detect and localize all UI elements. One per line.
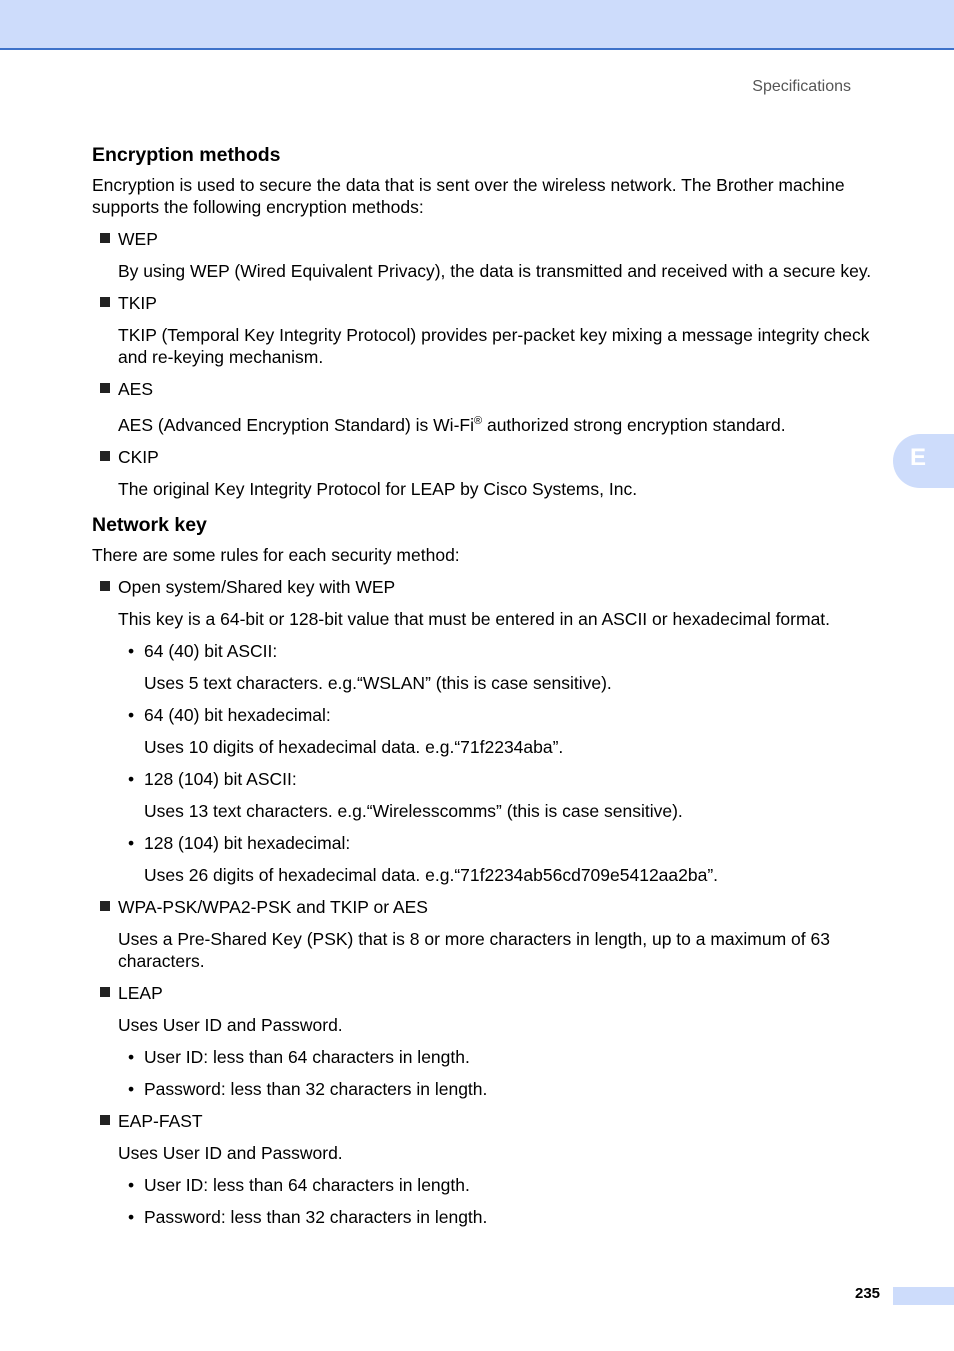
sub-item [92,832,887,854]
list-item-ckip [92,446,887,468]
dot-bullet-icon: • [128,1047,135,1067]
item-label: CKIP [118,447,159,467]
sub-item [92,1206,887,1228]
item-label: WPA-PSK/WPA2-PSK and TKIP or AES [118,897,428,917]
sub-item-label: User ID: less than 64 characters in length. [144,1047,470,1067]
square-bullet-icon [100,1115,110,1125]
item-desc-ckip: The original Key Integrity Protocol for LEAP by Cisco Systems, Inc. [118,479,638,499]
sub-item-label: User ID: less than 64 characters in length. [144,1175,470,1195]
item-desc-tkip: TKIP (Temporal Key Integrity Protocol) provides per-packet key mixing a message integrity check and re-keying mechanism. [118,325,870,367]
sub-item [92,768,887,790]
dot-bullet-icon: • [128,1079,135,1099]
item-desc-aes [92,414,887,436]
sub-item-desc: Uses 26 digits of hexadecimal data. e.g.“71f2234ab56cd709e5412aa2ba”. [144,865,719,885]
dot-bullet-icon: • [128,1207,135,1227]
dot-bullet-icon: • [128,833,135,853]
section-title-encryption: Encryption methods [92,144,281,166]
list-item-wep [92,228,887,250]
item-label: WEP [118,229,158,249]
sub-item-label: 128 (104) bit hexadecimal: [144,833,351,853]
sub-item-desc: Uses 10 digits of hexadecimal data. e.g.“71f2234aba”. [144,737,564,757]
square-bullet-icon [100,451,110,461]
network-key-intro: There are some rules for each security method: [92,545,460,565]
square-bullet-icon [100,901,110,911]
item-desc-open-system: This key is a 64-bit or 128-bit value that must be entered in an ASCII or hexadecimal format. [118,609,831,629]
list-item-leap [92,982,887,1004]
sub-item-label: Password: less than 32 characters in length. [144,1079,488,1099]
sub-item-desc: Uses 13 text characters. e.g.“Wirelesscomms” (this is case sensitive). [144,801,683,821]
sub-item-desc: Uses 5 text characters. e.g.“WSLAN” (this is case sensitive). [144,673,612,693]
item-desc-wep: By using WEP (Wired Equivalent Privacy), the data is transmitted and received with a secure key. [118,261,872,281]
sub-item [92,704,887,726]
running-head: Specifications [752,78,851,95]
square-bullet-icon [100,987,110,997]
encryption-intro: Encryption is used to secure the data that is sent over the wireless network. The Brother machine supports the following encryption methods: [92,175,845,217]
sub-item [92,1078,887,1100]
list-item-aes [92,378,887,400]
dot-bullet-icon: • [128,705,135,725]
aes-desc-start: AES (Advanced Encryption Standard) is Wi-Fi [118,415,474,435]
registered-mark: ® [473,415,483,427]
item-label: LEAP [118,983,163,1003]
dot-bullet-icon: • [128,769,135,789]
square-bullet-icon [100,581,110,591]
item-desc-leap: Uses User ID and Password. [118,1015,343,1035]
sub-item [92,1174,887,1196]
item-label: AES [118,379,154,399]
section-title-network-key: Network key [92,514,207,536]
sub-item-label: 64 (40) bit hexadecimal: [144,705,331,725]
list-item-eap-fast [92,1110,887,1132]
square-bullet-icon [100,297,110,307]
sub-item [92,640,887,662]
item-label: TKIP [118,293,157,313]
square-bullet-icon [100,233,110,243]
sub-item-label: Password: less than 32 characters in length. [144,1207,488,1227]
item-label: EAP-FAST [118,1111,203,1131]
sub-item [92,1046,887,1068]
list-item-tkip [92,292,887,314]
chapter-tab [893,434,954,488]
list-item-open-system [92,576,887,598]
sub-item-label: 64 (40) bit ASCII: [144,641,278,661]
aes-desc-end: authorized strong encryption standard. [482,415,786,435]
page-number: 235 [855,1285,881,1302]
item-label: Open system/Shared key with WEP [118,577,396,597]
chapter-tab-letter: E [910,444,927,471]
footer-bar [893,1287,954,1305]
page-content [92,140,887,1228]
item-desc-wpa: Uses a Pre-Shared Key (PSK) that is 8 or more characters in length, up to a maximum of 63 characters. [118,929,830,971]
item-desc-eap-fast: Uses User ID and Password. [118,1143,343,1163]
header-bar [0,0,954,50]
sub-item-label: 128 (104) bit ASCII: [144,769,297,789]
square-bullet-icon [100,383,110,393]
list-item-wpa [92,896,887,918]
dot-bullet-icon: • [128,1175,135,1195]
dot-bullet-icon: • [128,641,135,661]
